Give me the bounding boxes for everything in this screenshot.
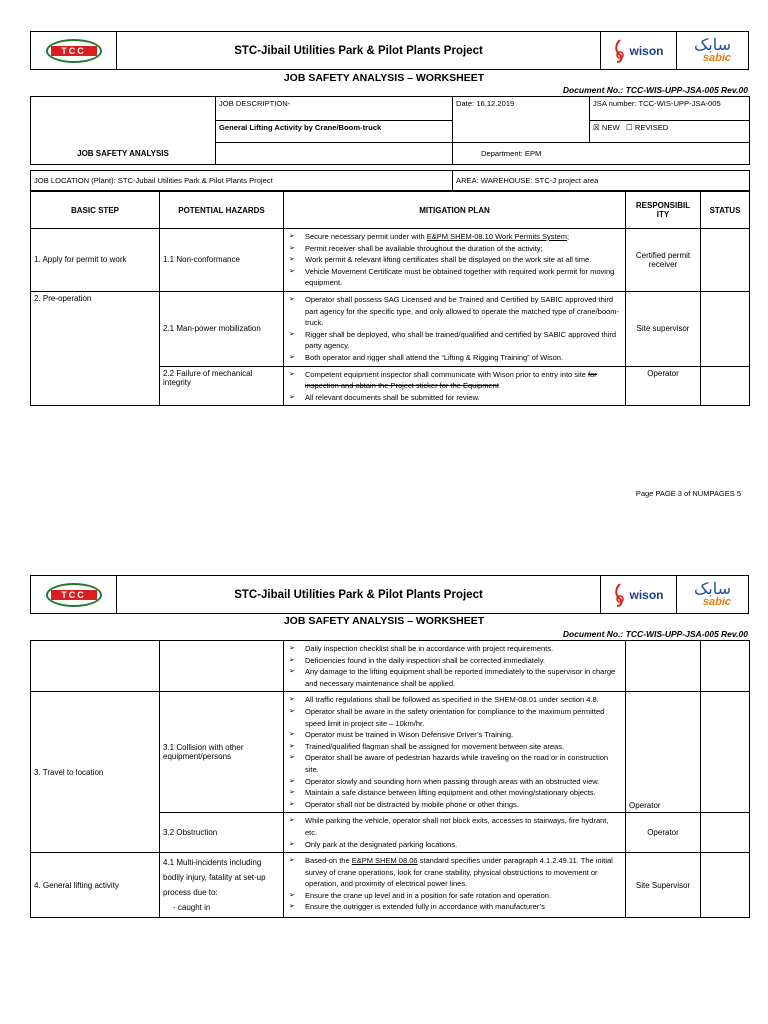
new-checkbox[interactable]: ☒ NEW	[593, 123, 620, 132]
status	[701, 813, 750, 853]
hazard: 1.1 Non-conformance	[160, 229, 284, 292]
list-item: ➢ Daily inspection checklist shall be in accordance with project requirements.	[287, 643, 622, 655]
responsibility: Operator	[626, 366, 701, 406]
col-potential-hazards: POTENTIAL HAZARDS	[160, 192, 284, 229]
page-header	[30, 31, 749, 70]
sabic-logo: سابک sabic	[693, 35, 732, 64]
status	[701, 229, 750, 292]
list-item: ➢ Both operator and rigger shall attend the “Lifting & Rigging Training” of Wison.	[287, 352, 622, 364]
basic-step: 2. Pre-operation	[31, 291, 160, 405]
department: Department: EPM	[453, 143, 750, 165]
document-number: Document No.: TCC-WIS-UPP-JSA-005 Rev.00	[562, 85, 748, 95]
mitigation-plan	[284, 853, 626, 918]
table-row	[31, 853, 750, 918]
project-title: STC-Jibail Utilities Park & Pilot Plants Project	[117, 32, 601, 69]
jsa-main-table-page2	[30, 640, 750, 918]
wison-mark-icon	[613, 39, 627, 63]
responsibility: Site Supervisor	[626, 853, 701, 918]
list-item: ➢ Work permit & relevant lifting certificates shall be displayed on the work site at all time.	[287, 254, 622, 266]
list-item: ➢ Permit receiver shall be available throughout the duration of the activity;	[287, 243, 622, 255]
jsa-main-table-page1	[30, 191, 750, 406]
responsibility: Operator	[626, 813, 701, 853]
basic-step: 3. Travel to location	[31, 692, 160, 853]
job-location: JOB LOCATION (Plant): STC-Jubail Utilities Park & Pilot Plants Project	[31, 171, 453, 191]
jsa-info-table	[30, 96, 750, 165]
status	[701, 692, 750, 813]
list-item: ➢ Ensure the crane up level and in a position for safe rotation and operation.	[287, 890, 622, 902]
page-header	[30, 575, 749, 614]
list-item: ➢ All traffic regulations shall be followed as specified in the SHEM-08.01 under section 4.8.	[287, 694, 622, 706]
col-status: STATUS	[701, 192, 750, 229]
list-item: ➢ Any damage to the lifting equipment shall be reported immediately to the supervisor in charge and necessary maintenance shall be applied.	[287, 666, 622, 689]
list-item: ➢ All relevant documents shall be submitted for review.	[287, 392, 622, 404]
wison-mark-icon	[613, 583, 627, 607]
status	[701, 291, 750, 366]
mitigation-plan	[284, 366, 626, 406]
col-mitigation-plan: MITIGATION PLAN	[284, 192, 626, 229]
hazard: 3.1 Collision with other equipment/persons	[160, 692, 284, 813]
mitigation-plan	[284, 641, 626, 692]
basic-step: 1. Apply for permit to work	[31, 229, 160, 292]
area: AREA: WAREHOUSE: STC-J project area	[453, 171, 750, 191]
jsa-number: JSA number: TCC-WIS-UPP-JSA-005	[590, 97, 750, 121]
list-item: ➢ Only park at the designated parking locations.	[287, 839, 622, 851]
responsibility: Site supervisor	[626, 291, 701, 366]
table-row	[31, 229, 750, 292]
mitigation-plan	[284, 692, 626, 813]
col-responsibility: RESPONSIBIL ITY	[626, 192, 701, 229]
list-item: ➢ Ensure the outrigger is extended fully in accordance with manufacturer’s	[287, 901, 622, 913]
hazard: 4.1 Multi-incidents including bodily injury, fatality at set-up process due to: - caught in	[160, 853, 284, 918]
page-footer: Page PAGE 3 of NUMPAGES 5	[635, 489, 741, 498]
hazard: 3.2 Obstruction	[160, 813, 284, 853]
list-item: ➢ Operator shall be aware in the safety orientation for compliance to the maximum permitted speed limit in project site – 10km/hr.	[287, 706, 622, 729]
wison-logo: wison	[601, 32, 677, 69]
revised-checkbox[interactable]: ☐ REVISED	[625, 123, 669, 132]
responsibility: Certified permit receiver	[626, 229, 701, 292]
list-item: ➢ Based-on the E&PM SHEM 08.06 standard specifies under paragraph 4.1.2.49.11. The initial survey of crane operations, look for crane stability, physical obstructions to movement or operation, and proximity of electrical power lines.	[287, 855, 622, 890]
list-item: ➢ While parking the vehicle, operator shall not block exits, accesses to stairways, fire hydrant, etc.	[287, 815, 622, 838]
list-item: ➢ Rigger shall be deployed, who shall be trained/qualified and certified by SABIC approved third party agency.	[287, 329, 622, 352]
list-item: ➢ Deficiencies found in the daily inspection shall be corrected immediately.	[287, 655, 622, 667]
tcc-logo: TCC	[46, 39, 102, 63]
sabic-logo: سابک sabic	[693, 579, 732, 608]
list-item: ➢ Operator shall not be distracted by mobile phone or other things.	[287, 799, 622, 811]
tcc-logo-cell	[31, 576, 117, 613]
shem-link[interactable]: E&PM SHEM 08.06	[351, 856, 418, 866]
job-description-label: JOB DESCRIPTION-	[216, 97, 453, 121]
tcc-logo-cell	[31, 32, 117, 69]
date-field: Date: 16.12.2019	[453, 97, 590, 143]
status	[701, 853, 750, 918]
responsibility: Operator	[626, 692, 701, 813]
list-item: ➢ Operator slowly and sounding horn when passing through areas with an obstructed view.	[287, 776, 622, 788]
col-basic-step: BASIC STEP	[31, 192, 160, 229]
table-row	[31, 291, 750, 366]
project-title: STC-Jibail Utilities Park & Pilot Plants Project	[117, 576, 601, 613]
list-item: ➢ Trained/qualified flagman shall be assigned for movement between site areas.	[287, 741, 622, 753]
new-revised-checkboxes	[590, 121, 750, 143]
wison-logo: wison	[601, 576, 677, 613]
job-description-value: General Lifting Activity by Crane/Boom-truck	[216, 121, 453, 143]
list-item: ➢ Operator must be trained in Wison Defensive Driver’s Training.	[287, 729, 622, 741]
worksheet-title: JOB SAFETY ANALYSIS – WORKSHEET	[283, 72, 485, 84]
status	[701, 366, 750, 406]
table-row	[31, 692, 750, 813]
list-item: ➢ Operator shall possess SAG Licensed and be Trained and Certified by SABIC approved third part agency for the specific type, and only allowed to operate the matched type of crane/boom-truck.	[287, 294, 622, 329]
jsa-label: JOB SAFETY ANALYSIS	[31, 143, 216, 165]
document-number: Document No.: TCC-WIS-UPP-JSA-005 Rev.00	[562, 629, 748, 639]
list-item: ➢ Vehicle Movement Certificate must be obtained together with required work permit for moving equipment.	[287, 266, 622, 289]
basic-step: 4. General lifting activity	[31, 853, 160, 918]
tcc-logo: TCC	[46, 583, 102, 607]
table-row	[31, 641, 750, 692]
shem-link[interactable]: E&PM SHEM-08.10 Work Permits System	[426, 232, 568, 241]
hazard: 2.2 Failure of mechanical integrity	[160, 366, 284, 406]
mitigation-plan	[284, 229, 626, 292]
mitigation-plan	[284, 291, 626, 366]
list-item: ➢ Secure necessary permit under with E&PM SHEM-08.10 Work Permits System;	[287, 231, 622, 243]
list-item: ➢ Competent equipment inspector shall communicate with Wison prior to entry into site for inspection and obtain the Project sticker for the Equipment	[287, 369, 622, 392]
hazard: 2.1 Man-power mobilization	[160, 291, 284, 366]
mitigation-plan	[284, 813, 626, 853]
list-item: ➢ Maintain a safe distance between lifting equipment and other moving/stationary objects.	[287, 787, 622, 799]
jsa-location-table	[30, 170, 750, 191]
list-item: ➢ Operator shall be aware of pedestrian hazards while traveling on the road or in construction site.	[287, 752, 622, 775]
worksheet-title: JOB SAFETY ANALYSIS – WORKSHEET	[283, 615, 485, 627]
